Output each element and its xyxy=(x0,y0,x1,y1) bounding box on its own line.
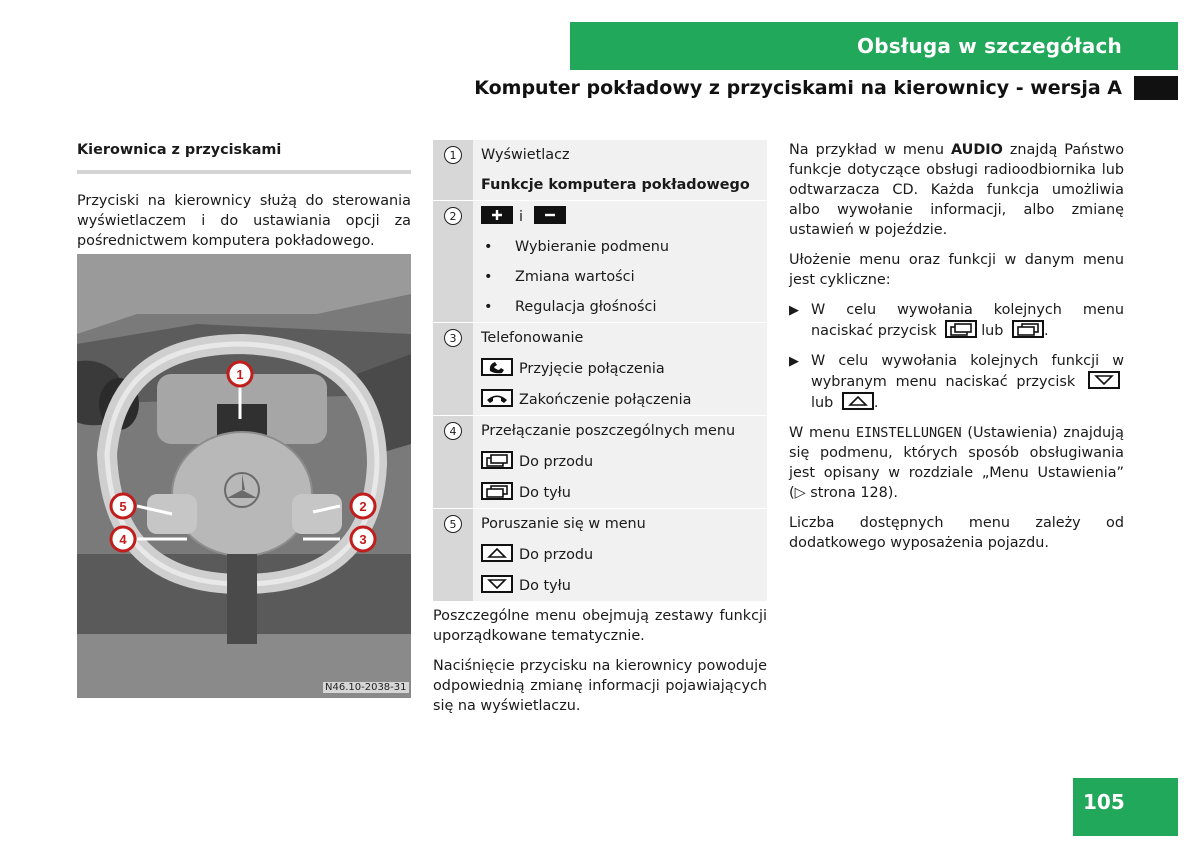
list-item: Zmiana wartości xyxy=(515,269,635,285)
table-cell-label: Poruszanie się w menu xyxy=(481,516,646,532)
phone-answer-icon xyxy=(481,358,513,376)
phone-hangup-icon xyxy=(481,389,513,407)
row-number: 2 xyxy=(444,207,462,225)
list-item: Przyjęcie połączenia xyxy=(519,361,665,377)
list-item: ▶ W celu wywołania kolejnych funkcji w wybranym menu naciskać przycisk lub . xyxy=(789,353,1124,411)
menu-forward-icon xyxy=(481,451,513,469)
list-item: Zakończenie połączenia xyxy=(519,392,692,408)
audio-term: AUDIO xyxy=(950,142,1003,158)
table-row xyxy=(433,140,767,170)
menu-back-icon xyxy=(481,482,513,500)
page-number: 105 xyxy=(1083,790,1125,814)
callout-5 xyxy=(111,494,135,518)
and-word: i xyxy=(519,209,523,225)
paragraph: Na przykład w menu AUDIO znajdą Państwo funkcje dotyczące obsługi radioodbiornika lub odtwarzacza CD. Każda funkcja umożliwia albo wywołanie informacji, albo zmianę ustawień w pojeździe. xyxy=(789,142,1124,238)
list-item: Do tyłu xyxy=(519,578,571,594)
table-row xyxy=(433,170,767,200)
table-row xyxy=(433,415,767,508)
down-arrow-icon xyxy=(481,575,513,593)
table-cell xyxy=(473,322,767,415)
plus-key-icon xyxy=(481,206,513,224)
page-number-box xyxy=(1073,778,1178,836)
controls-table xyxy=(433,140,767,601)
middle-text xyxy=(433,606,767,726)
down-arrow-icon xyxy=(1088,371,1120,389)
paragraph: Liczba dostępnych menu zależy od dodatkowego wyposażenia pojazdu. xyxy=(789,515,1124,551)
arrow-icon: ▶ xyxy=(789,303,799,318)
table-cell-label: Telefonowanie xyxy=(481,330,584,346)
list-item: ▶ W celu wywołania kolejnych menu naciskać przycisk lub . xyxy=(789,302,1124,339)
right-column xyxy=(789,140,1124,563)
paragraph: Naciśnięcie przycisku na kierownicy powoduje odpowiednią zmianę informacji pojawiających się na wyświetlaczu. xyxy=(433,658,767,714)
table-row xyxy=(433,232,767,322)
table-row xyxy=(433,322,767,415)
subheading: Kierownica z przyciskami xyxy=(77,140,411,174)
table-cell-label: Przełączanie poszczególnych menu xyxy=(481,423,736,439)
photo-code: N46.10-2038-31 xyxy=(325,682,407,693)
paragraph: W menu EINSTELLUNGEN (Ustawienia) znajdują się podmenu, których sposób obsługiwania jest opisany w rozdziale „Menu Ustawienia” (▷ strona 128). xyxy=(789,425,1124,501)
table-row xyxy=(433,200,767,232)
paragraph: Ułożenie menu oraz funkcji w danym menu jest cykliczne: xyxy=(789,252,1124,288)
svg-text:5: 5 xyxy=(119,499,127,514)
table-cell xyxy=(473,508,767,601)
callout-1 xyxy=(228,362,252,386)
svg-text:3: 3 xyxy=(359,532,367,547)
up-arrow-icon xyxy=(481,544,513,562)
callout-4 xyxy=(111,527,135,551)
row-number: 3 xyxy=(444,329,462,347)
list-item: Do przodu xyxy=(519,454,594,470)
table-row xyxy=(433,508,767,601)
arrow-icon: ▶ xyxy=(789,354,799,369)
table-cell xyxy=(473,200,767,232)
list-item: Wybieranie podmenu xyxy=(515,239,669,255)
minus-key-icon xyxy=(534,206,566,224)
steering-wheel-photo xyxy=(77,254,411,698)
paragraph: Poszczególne menu obejmują zestawy funkcji uporządkowane tematycznie. xyxy=(433,608,767,644)
section-header-bar xyxy=(570,22,1178,70)
page-ref-icon: ▷ xyxy=(794,485,806,501)
menu-back-icon xyxy=(1012,320,1044,338)
up-arrow-icon xyxy=(842,392,874,410)
table-cell: Funkcje komputera pokładowego xyxy=(473,170,767,200)
list-item: Regulacja głośności xyxy=(515,299,657,315)
callout-3 xyxy=(351,527,375,551)
intro-paragraph: Przyciski na kierownicy służą do sterowania wyświetlaczem i do ustawiania opcji za pośrednictwem komputera pokładowego. xyxy=(77,193,411,249)
section-marker xyxy=(1134,76,1178,100)
row-number: 1 xyxy=(444,146,462,164)
menu-forward-icon xyxy=(945,320,977,338)
table-cell: • Wybieranie podmenu • Zmiana wartości • Regulacja głośności xyxy=(473,232,767,322)
row-number: 4 xyxy=(444,422,462,440)
callout-2 xyxy=(351,494,375,518)
svg-text:1: 1 xyxy=(236,367,244,382)
row-number: 5 xyxy=(444,515,462,533)
svg-text:4: 4 xyxy=(119,532,127,547)
section-title: Obsługa w szczegółach xyxy=(857,34,1122,58)
menu-name: EINSTELLUNGEN xyxy=(855,425,962,441)
list-item: Do tyłu xyxy=(519,485,571,501)
left-column xyxy=(77,140,411,261)
svg-text:2: 2 xyxy=(359,499,367,514)
table-cell xyxy=(473,415,767,508)
page-subtitle: Komputer pokładowy z przyciskami na kierownicy - wersja A xyxy=(474,77,1122,99)
list-item: Do przodu xyxy=(519,547,594,563)
table-cell: Wyświetlacz xyxy=(473,140,767,170)
